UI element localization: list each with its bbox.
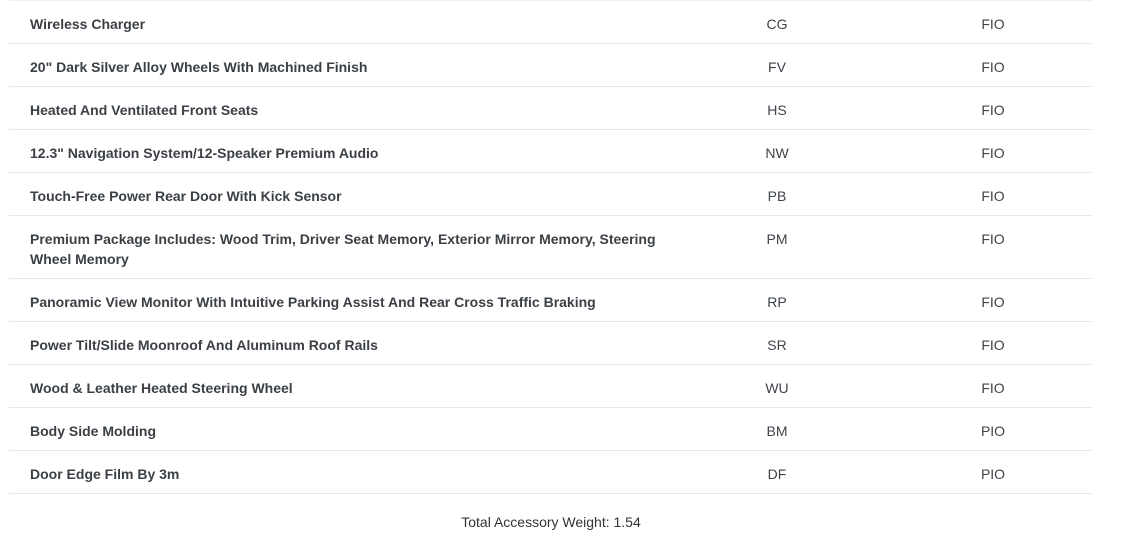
accessory-type: FIO bbox=[981, 188, 1005, 204]
table-row bbox=[9, 87, 1092, 130]
accessory-type: PIO bbox=[980, 466, 1006, 482]
accessory-code: HS bbox=[767, 102, 787, 118]
accessory-code: RP bbox=[767, 294, 787, 310]
table-row bbox=[9, 216, 1092, 279]
accessory-name: 12.3" Navigation System/12-Speaker Premium Audio bbox=[30, 145, 379, 161]
table-row bbox=[9, 408, 1092, 451]
table-row bbox=[9, 44, 1092, 87]
accessory-type: FIO bbox=[981, 380, 1005, 396]
accessory-name: Door Edge Film By 3m bbox=[30, 466, 180, 482]
accessory-table bbox=[9, 1, 1092, 494]
table-row bbox=[9, 1, 1092, 44]
table-row bbox=[9, 322, 1092, 365]
accessory-name: Wireless Charger bbox=[30, 16, 146, 32]
table-row bbox=[9, 451, 1092, 494]
accessory-type: FIO bbox=[981, 337, 1005, 353]
accessory-name: Power Tilt/Slide Moonroof And Aluminum Roof Rails bbox=[30, 337, 378, 353]
accessory-type: PIO bbox=[980, 423, 1006, 439]
table-row bbox=[9, 365, 1092, 408]
accessory-code: PB bbox=[767, 188, 787, 204]
accessory-type: FIO bbox=[981, 102, 1005, 118]
table-row bbox=[9, 173, 1092, 216]
accessory-name: Touch-Free Power Rear Door With Kick Sensor bbox=[30, 188, 342, 204]
accessory-name: Wood & Leather Heated Steering Wheel bbox=[30, 380, 293, 396]
total-accessory-weight: Total Accessory Weight: 1.54 bbox=[461, 514, 641, 530]
accessory-code: NW bbox=[765, 145, 789, 161]
accessory-name: Panoramic View Monitor With Intuitive Parking Assist And Rear Cross Traffic Braking bbox=[30, 294, 596, 310]
accessory-code: SR bbox=[767, 337, 787, 353]
accessory-name: Body Side Molding bbox=[30, 423, 156, 439]
accessory-type: FIO bbox=[981, 294, 1005, 310]
accessory-name: Premium Package Includes: Wood Trim, Driver Seat Memory, Exterior Mirror Memory, Steering Wheel Memory bbox=[30, 231, 656, 267]
accessory-type: FIO bbox=[981, 231, 1005, 247]
accessory-code: CG bbox=[766, 16, 788, 32]
accessory-code: DF bbox=[767, 466, 787, 482]
accessory-name: Heated And Ventilated Front Seats bbox=[30, 102, 259, 118]
accessory-code: BM bbox=[766, 423, 788, 439]
accessory-type: FIO bbox=[981, 145, 1005, 161]
accessory-type: FIO bbox=[981, 16, 1005, 32]
table-row bbox=[9, 130, 1092, 173]
table-row bbox=[9, 279, 1092, 322]
accessory-code: FV bbox=[768, 59, 786, 75]
accessory-code: WU bbox=[765, 380, 789, 396]
accessory-code: PM bbox=[766, 231, 788, 247]
accessory-name: 20" Dark Silver Alloy Wheels With Machined Finish bbox=[30, 59, 368, 75]
accessory-type: FIO bbox=[981, 59, 1005, 75]
